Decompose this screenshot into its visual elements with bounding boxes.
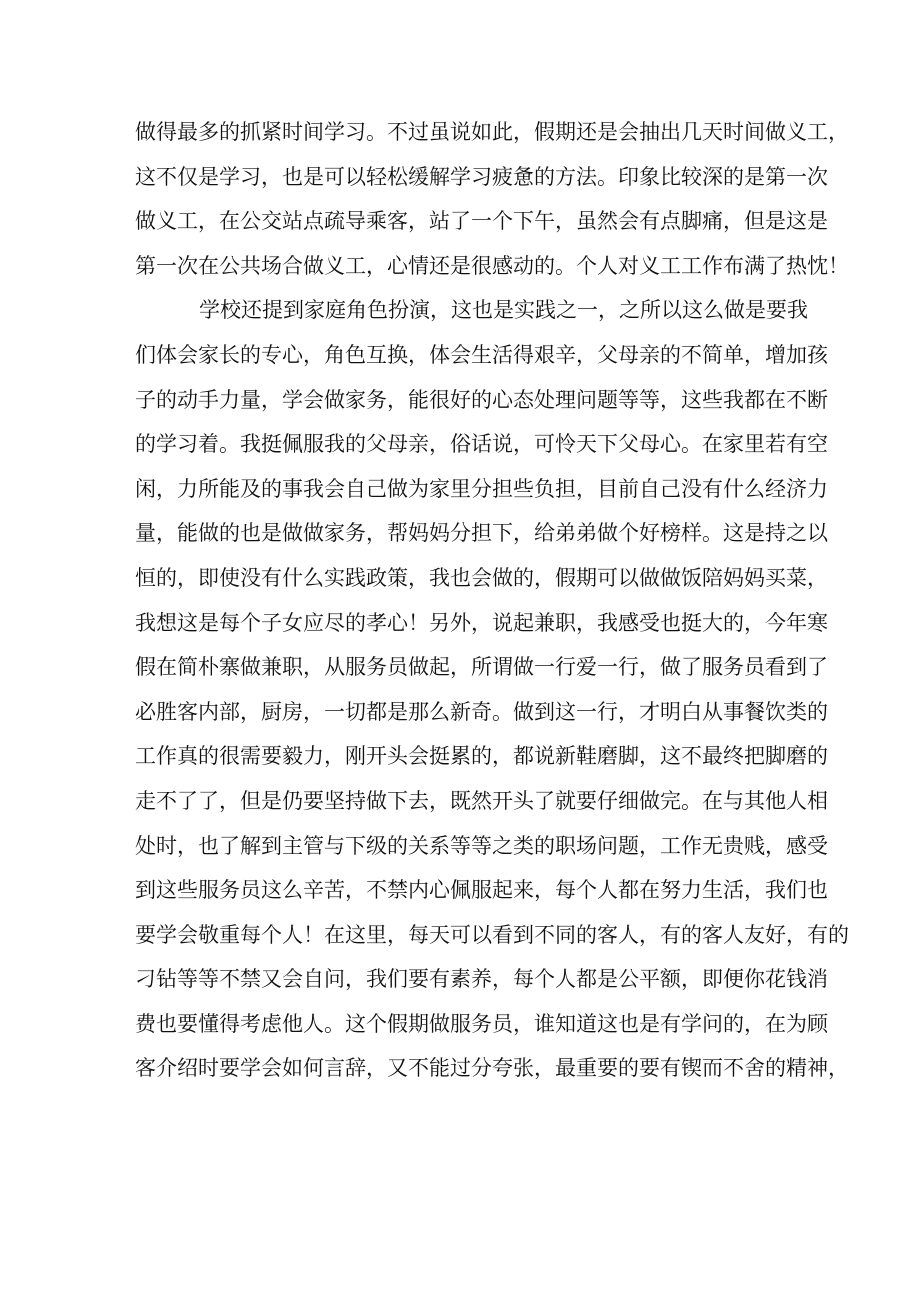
text-line: 做得最多的抓紧时间学习。不过虽说如此，假期还是会抽出几天时间做义工， — [135, 120, 849, 144]
text-line: 假在简朴寨做兼职，从服务员做起，所谓做一行爱一行，做了服务员看到了 — [135, 655, 828, 680]
text-line: 恒的，即使没有什么实践政策，我也会做的，假期可以做做饭陪妈妈买菜， — [135, 565, 828, 590]
text-line: 我想这是每个子女应尽的孝心！另外，说起兼职，我感受也挺大的，今年寒 — [135, 610, 828, 635]
text-line: 子的动手力量，学会做家务，能很好的心态处理问题等等，这些我都在不断 — [135, 387, 828, 412]
text-line: 闲，力所能及的事我会自己做为家里分担些负担，目前自己没有什么经济力 — [135, 476, 828, 501]
text-line: 这不仅是学习，也是可以轻松缓解学习疲惫的方法。印象比较深的是第一次 — [135, 164, 828, 189]
text-line: 费也要懂得考虑他人。这个假期做服务员，谁知道这也是有学问的，在为顾 — [135, 1011, 828, 1036]
text-line: 工作真的很需要毅力，刚开头会挺累的，都说新鞋磨脚，这不最终把脚磨的 — [135, 744, 828, 769]
text-line: 处时，也了解到主管与下级的关系等等之类的职场问题，工作无贵贱，感受 — [135, 833, 828, 858]
text-line: 走不了了，但是仍要坚持做下去，既然开头了就要仔细做完。在与其他人相 — [135, 788, 828, 813]
text-line: 第一次在公共场合做义工，心情还是很感动的。个人对义工工作布满了热忱！ — [135, 253, 849, 278]
text-line: 做义工，在公交站点疏导乘客，站了一个下午，虽然会有点脚痛，但是这是 — [135, 209, 828, 234]
text-line: 的学习着。我挺佩服我的父母亲，俗话说，可怜天下父母心。在家里若有空 — [135, 432, 828, 457]
text-line: 到这些服务员这么辛苦，不禁内心佩服起来，每个人都在努力生活，我们也 — [135, 878, 828, 903]
body-text — [135, 110, 849, 1091]
text-line: 要学会敬重每个人！在这里，每天可以看到不同的客人，有的客人友好，有的 — [135, 922, 849, 947]
text-line: 量，能做的也是做做家务，帮妈妈分担下，给弟弟做个好榜样。这是持之以 — [135, 521, 828, 546]
text-line: 们体会家长的专心，角色互换，体会生活得艰辛，父母亲的不简单，增加孩 — [135, 342, 828, 367]
paragraph-first-line: 学校还提到家庭角色扮演，这也是实践之一，之所以这么做是要我 — [199, 298, 808, 323]
text-line: 必胜客内部，厨房，一切都是那么新奇。做到这一行，才明白从事餐饮类的 — [135, 699, 828, 724]
text-line: 刁钻等等不禁又会自问，我们要有素养，每个人都是公平额，即便你花钱消 — [135, 967, 828, 992]
text-line: 客介绍时要学会如何言辞，又不能过分夸张，最重要的要有锲而不舍的精神， — [135, 1056, 849, 1081]
